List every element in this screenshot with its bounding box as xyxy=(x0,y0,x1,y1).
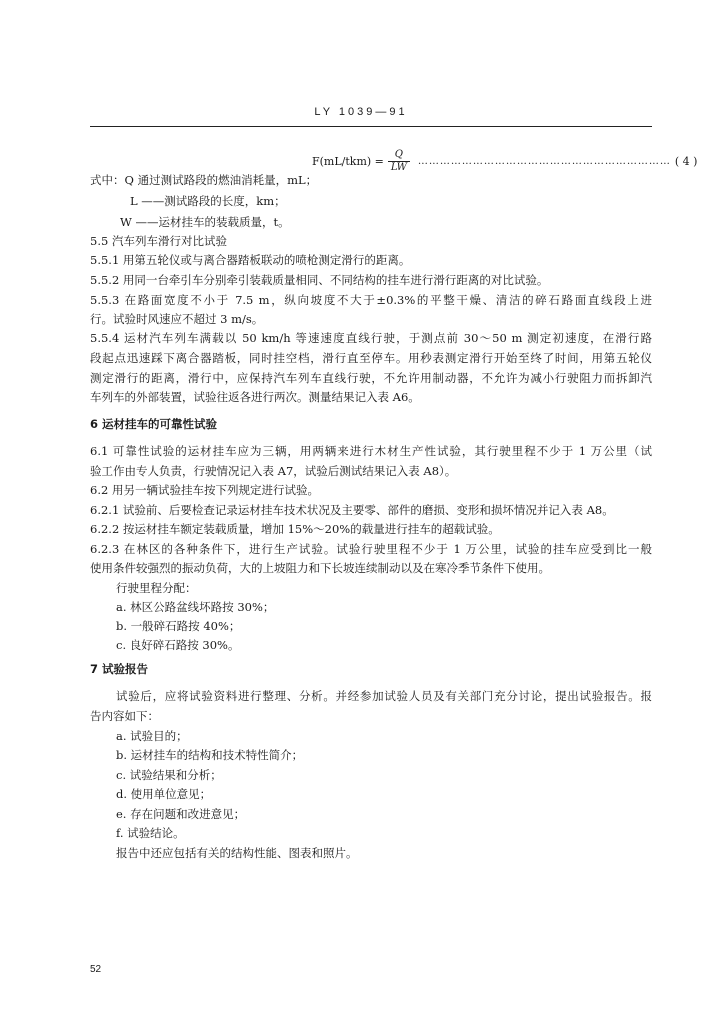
formula-lhs: F(mL/tkm) = xyxy=(312,154,384,168)
formula-numerator: Q xyxy=(394,148,403,160)
where-l: L ——测试路段的长度，km； xyxy=(130,194,286,208)
report-item-a: a. 试验目的； xyxy=(116,729,188,743)
para-5-5-4-line1: 5.5.4 运材汽车列车满载以 50 km/h 等速速度直线行驶，于测点前 30～50 m 测定初速度，在滑行路 xyxy=(90,331,652,345)
list-item-b: b. 一般碎石路按 40%； xyxy=(116,619,241,633)
header-rule xyxy=(90,126,652,127)
para-6-1-line1: 6.1 可靠性试验的运材挂车应为三辆，用两辆来进行木材生产性试验，其行驶里程不少于 1 万公里（试 xyxy=(90,444,652,458)
report-item-c: c. 试验结果和分析； xyxy=(116,768,222,782)
para-6-2-3-line1: 6.2.3 在林区的各种条件下，进行生产试验。试验行驶里程不少于 1 万公里，试验的挂车应受到比一般 xyxy=(90,542,652,556)
section-7-heading: 7 试验报告 xyxy=(90,662,149,676)
page-number: 52 xyxy=(90,964,102,975)
para-6-1-line2: 验工作由专人负责，行驶情况记入表 A7，试验后测试结果记入表 A8）。 xyxy=(90,464,457,478)
report-item-d: d. 使用单位意见； xyxy=(116,787,212,801)
para-5-5-1: 5.5.1 用第五轮仪或与离合器踏板联动的喷枪测定滑行的距离。 xyxy=(90,253,411,267)
para-5-5-2: 5.5.2 用同一台牵引车分别牵引装载质量相同、不同结构的挂车进行滑行距离的对比试验。 xyxy=(90,273,549,287)
para-6-2-3-line2: 使用条件较强烈的振动负荷，大的上坡阻力和下长坡连续制动以及在寒冷季节条件下使用。 xyxy=(90,561,550,575)
para-5-5-4-line2: 段起点迅速踩下离合器踏板，同时挂空档，滑行直至停车。用秒表测定滑行开始至终了时间，用第五轮仪 xyxy=(90,351,652,365)
where-q: 式中：Q 通过测试路段的燃油消耗量，mL； xyxy=(90,173,318,187)
mileage-allocation-title: 行驶里程分配： xyxy=(116,581,197,595)
para-7-line1: 试验后，应将试验资料进行整理、分析。并经参加试验人员及有关部门充分讨论，提出试验报告。报 xyxy=(116,689,652,703)
formula-denominator: LW xyxy=(390,161,407,173)
para-5-5-4-line4: 车列车的外部装置，试验往返各进行两次。测量结果记入表 A6。 xyxy=(90,390,420,404)
list-item-c: c. 良好碎石路按 30%。 xyxy=(116,638,240,652)
para-7-line2: 告内容如下： xyxy=(90,709,159,723)
section-6-heading: 6 运材挂车的可靠性试验 xyxy=(90,417,218,431)
report-item-b: b. 运材挂车的结构和技术特性简介； xyxy=(116,748,304,762)
formula-number: ( 4 ) xyxy=(674,154,698,168)
formula-leader-dots: …………………………………………………………… xyxy=(417,155,671,167)
para-6-2: 6.2 用另一辆试验挂车按下列规定进行试验。 xyxy=(90,483,319,497)
para-5-5-4-line3: 测定滑行的距离，滑行中，应保持汽车列车直线行驶，不允许用制动器，不允许为减小行驶阻力而拆卸汽 xyxy=(90,371,652,385)
standard-code-header: LY 1039—91 xyxy=(314,106,408,118)
para-6-2-1: 6.2.1 试验前、后要检查记录运材挂车技术状况及主要零、部件的磨损、变形和损坏情况并记入表 A8。 xyxy=(90,503,614,517)
section-5-5-title: 5.5 汽车列车滑行对比试验 xyxy=(90,234,227,248)
para-6-2-2: 6.2.2 按运材挂车额定装载质量，增加 15%～20%的载量进行挂车的超载试验。 xyxy=(90,522,500,536)
report-closing: 报告中还应包括有关的结构性能、图表和照片。 xyxy=(116,846,358,860)
report-item-e: e. 存在问题和改进意见； xyxy=(116,807,246,821)
para-5-5-3-line1: 5.5.3 在路面宽度不小于 7.5 m，纵向坡度不大于±0.3%的平整干燥、清洁的碎石路面直线段上进 xyxy=(90,293,652,307)
para-5-5-3-line2: 行。试验时风速应不超过 3 m/s。 xyxy=(90,312,264,326)
report-item-f: f. 试验结论。 xyxy=(116,826,185,840)
list-item-a: a. 林区公路盆线坏路按 30%； xyxy=(116,600,275,614)
where-w: W ——运材挂车的装载质量，t。 xyxy=(120,215,290,229)
